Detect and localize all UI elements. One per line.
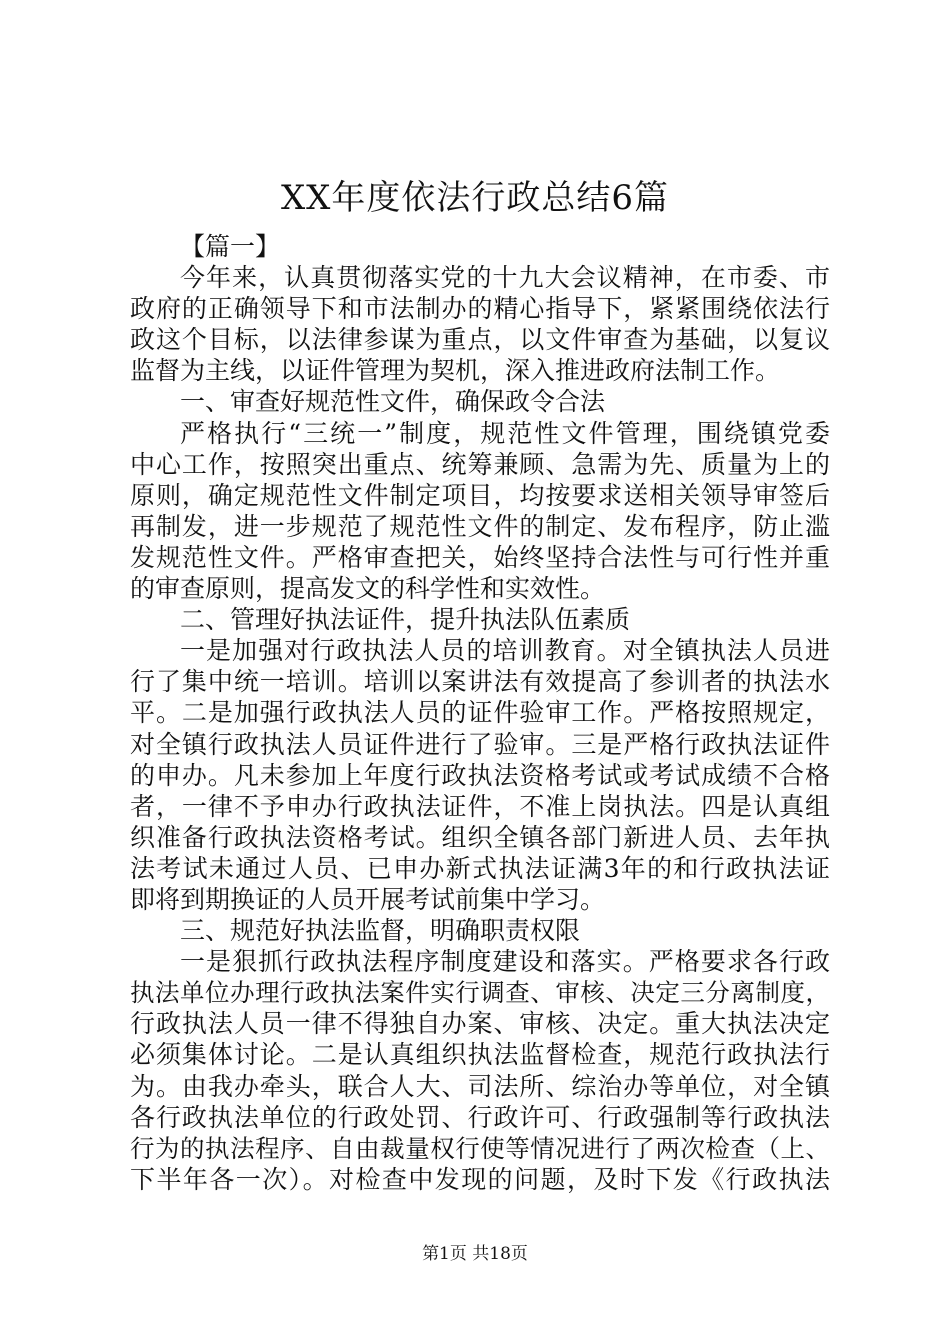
text-line: 织准备行政执法资格考试。组织全镇各部门新进人员、去年执 bbox=[130, 822, 830, 852]
text-line: 今年来，认真贯彻落实党的十九大会议精神，在市委、市 bbox=[180, 263, 830, 293]
text-line: 政府的正确领导下和市法制办的精心指导下，紧紧围绕依法行 bbox=[130, 294, 830, 324]
text-line: 政这个目标，以法律参谋为重点，以文件审查为基础，以复议 bbox=[130, 325, 830, 355]
text-line: 对全镇行政执法人员证件进行了验审。三是严格行政执法证件 bbox=[130, 729, 830, 759]
text-line: 的审查原则，提高发文的科学性和实效性。 bbox=[130, 574, 606, 604]
page-footer: 第1页 共18页 bbox=[422, 1244, 528, 1264]
text-line: 一是狠抓行政执法程序制度建设和落实。严格要求各行政 bbox=[180, 947, 830, 977]
text-line: 原则，确定规范性文件制定项目，均按要求送相关领导审签后 bbox=[130, 480, 830, 510]
text-line: 执法单位办理行政执法案件实行调查、审核、决定三分离制度， bbox=[130, 978, 830, 1008]
text-line: 二、管理好执法证件，提升执法队伍素质 bbox=[180, 605, 631, 635]
text-line: 的申办。凡未参加上年度行政执法资格考试或考试成绩不合格 bbox=[130, 760, 830, 790]
text-line: 必须集体讨论。二是认真组织执法监督检查，规范行政执法行 bbox=[130, 1040, 830, 1070]
text-line: 严格执行“三统一”制度，规范性文件管理，围绕镇党委 bbox=[180, 418, 830, 448]
text-line: 法考试未通过人员、已申办新式执法证满3年的和行政执法证 bbox=[130, 853, 830, 883]
text-line: 行了集中统一培训。培训以案讲法有效提高了参训者的执法水 bbox=[130, 667, 830, 697]
text-line: 【篇一】 bbox=[180, 232, 281, 261]
text-line: 即将到期换证的人员开展考试前集中学习。 bbox=[130, 884, 606, 914]
text-line: 监督为主线，以证件管理为契机，深入推进政府法制工作。 bbox=[130, 356, 781, 386]
text-line: 各行政执法单位的行政处罚、行政许可、行政强制等行政执法 bbox=[130, 1102, 830, 1132]
text-line: 发规范性文件。严格审查把关，始终坚持合法性与可行性并重 bbox=[130, 542, 830, 572]
text-line: 为。由我办牵头，联合人大、司法所、综治办等单位，对全镇 bbox=[130, 1071, 830, 1101]
text-line: 一是加强对行政执法人员的培训教育。对全镇执法人员进 bbox=[180, 636, 830, 666]
text-line: 中心工作，按照突出重点、统筹兼顾、急需为先、质量为上的 bbox=[130, 449, 830, 479]
text-line: 再制发，进一步规范了规范性文件的制定、发布程序，防止滥 bbox=[130, 511, 830, 541]
text-line: 行政执法人员一律不得独自办案、审核、决定。重大执法决定 bbox=[130, 1009, 830, 1039]
text-line: 者，一律不予申办行政执法证件，不准上岗执法。四是认真组 bbox=[130, 791, 830, 821]
text-line: 下半年各一次）。对检查中发现的问题，及时下发《行政执法 bbox=[130, 1164, 830, 1194]
document-body bbox=[130, 231, 830, 1195]
text-line: 三、规范好执法监督，明确职责权限 bbox=[180, 916, 581, 946]
document-title: XX年度依法行政总结6篇 bbox=[280, 178, 670, 218]
text-line: 一、审查好规范性文件，确保政令合法 bbox=[180, 387, 606, 417]
text-line: 平。二是加强行政执法人员的证件验审工作。严格按照规定， bbox=[130, 698, 830, 728]
text-line: 行为的执法程序、自由裁量权行使等情况进行了两次检查（上、 bbox=[130, 1133, 830, 1163]
